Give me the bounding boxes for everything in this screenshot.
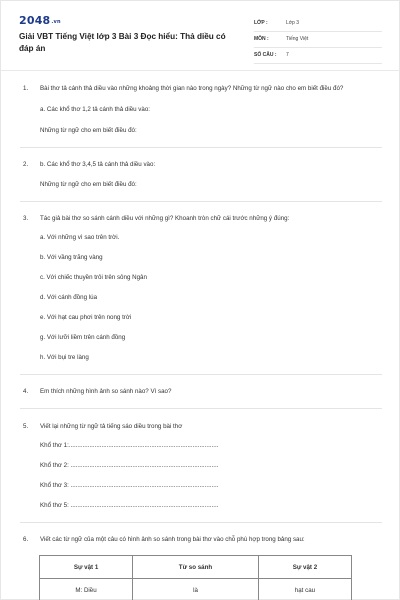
question-2 <box>1 159 400 170</box>
logo-suffix: .vn <box>51 19 61 25</box>
answer-option-a[interactable]: a. Với những vì sao trên trời. <box>40 234 120 241</box>
meta-panel <box>254 16 382 64</box>
table-header: Sự vật 2 <box>258 556 351 579</box>
table-cell: M: Diều <box>40 579 133 600</box>
table-cell: hạt cau <box>258 579 351 600</box>
meta-value: Lớp 3 <box>286 20 300 26</box>
answer-line[interactable]: Khổ thơ 3: ...................................................................................... <box>40 482 219 489</box>
question-text: Viết các từ ngữ của một câu có hình ảnh so sánh trong bài thơ vào chỗ phù hợp trong bảng sau: <box>40 536 305 543</box>
answer-line[interactable]: Khổ thơ 5: ...................................................................................... <box>40 502 219 509</box>
question-text: Em thích những hình ảnh so sánh nào? Vì sao? <box>40 388 172 395</box>
question-number: 4. <box>23 388 29 395</box>
question-number: 1. <box>23 85 29 92</box>
table-cell: là <box>133 579 259 600</box>
meta-row-subject <box>254 32 382 48</box>
question-3 <box>1 213 400 224</box>
answer-option-e[interactable]: e. Với hạt cau phơi trên nong trời <box>40 314 132 321</box>
table-header: Sự vật 1 <box>40 556 133 579</box>
answer-line[interactable]: Khổ thơ 2: ...................................................................................... <box>40 462 219 469</box>
answer-option-h[interactable]: h. Với bụi tre làng <box>40 354 89 361</box>
answer-option-b[interactable]: b. Với vầng trăng vàng <box>40 254 103 261</box>
question-text: Tác giả bài thơ so sánh cánh diều với những gì? Khoanh tròn chữ cái trước những ý đúng: <box>40 215 290 222</box>
question-text: b. Các khổ thơ 3,4,5 tả cánh thả diều vào: <box>40 161 156 168</box>
question-number: 6. <box>23 536 29 543</box>
question-5 <box>1 421 400 432</box>
sub-prompt: Những từ ngữ cho em biết điều đó: <box>40 127 137 134</box>
meta-key: MÔN : <box>254 36 269 42</box>
question-4 <box>1 386 400 397</box>
logo-main: 2048 <box>19 14 51 27</box>
answer-option-g[interactable]: g. Với lưỡi liềm trên cánh đồng <box>40 334 126 341</box>
question-1 <box>1 83 400 94</box>
comparison-table <box>39 555 352 600</box>
sub-prompt: a. Các khổ thơ 1,2 tả cánh thả diều vào: <box>40 106 151 113</box>
question-text: Viết lại những từ ngữ tả tiếng sáo diều trong bài thơ <box>40 423 183 430</box>
answer-line[interactable]: Khổ thơ 1:....................................................................................... <box>40 442 219 449</box>
meta-row-class <box>254 16 382 32</box>
question-6 <box>1 534 400 545</box>
answer-option-c[interactable]: c. Với chiếc thuyền trôi trên sông Ngân <box>40 274 147 281</box>
question-text: Bài thơ tả cánh thả diều vào những khoảng thời gian nào trong ngày? Những từ ngữ nào cho em biết điều đó? <box>40 85 344 92</box>
question-number: 5. <box>23 423 29 430</box>
page-title: Giải VBT Tiếng Việt lớp 3 Bài 3 Đọc hiểu: Thả diều có đáp án <box>19 32 226 53</box>
answer-option-d[interactable]: d. Với cánh đồng lúa <box>40 294 98 301</box>
table-row <box>40 579 352 600</box>
meta-value: 7 <box>286 52 289 58</box>
table-header: Từ so sánh <box>133 556 259 579</box>
meta-key: LỚP : <box>254 20 268 26</box>
page-header <box>1 1 400 71</box>
table-header-row <box>40 556 352 579</box>
sub-prompt: Những từ ngữ cho em biết điều đó: <box>40 181 137 188</box>
meta-row-count <box>254 48 382 64</box>
question-number: 2. <box>23 161 29 168</box>
question-number: 3. <box>23 215 29 222</box>
site-logo[interactable] <box>19 14 61 27</box>
meta-value: Tiếng Việt <box>286 36 309 42</box>
meta-key: SỐ CÂU : <box>254 52 277 58</box>
question-list <box>1 83 400 545</box>
